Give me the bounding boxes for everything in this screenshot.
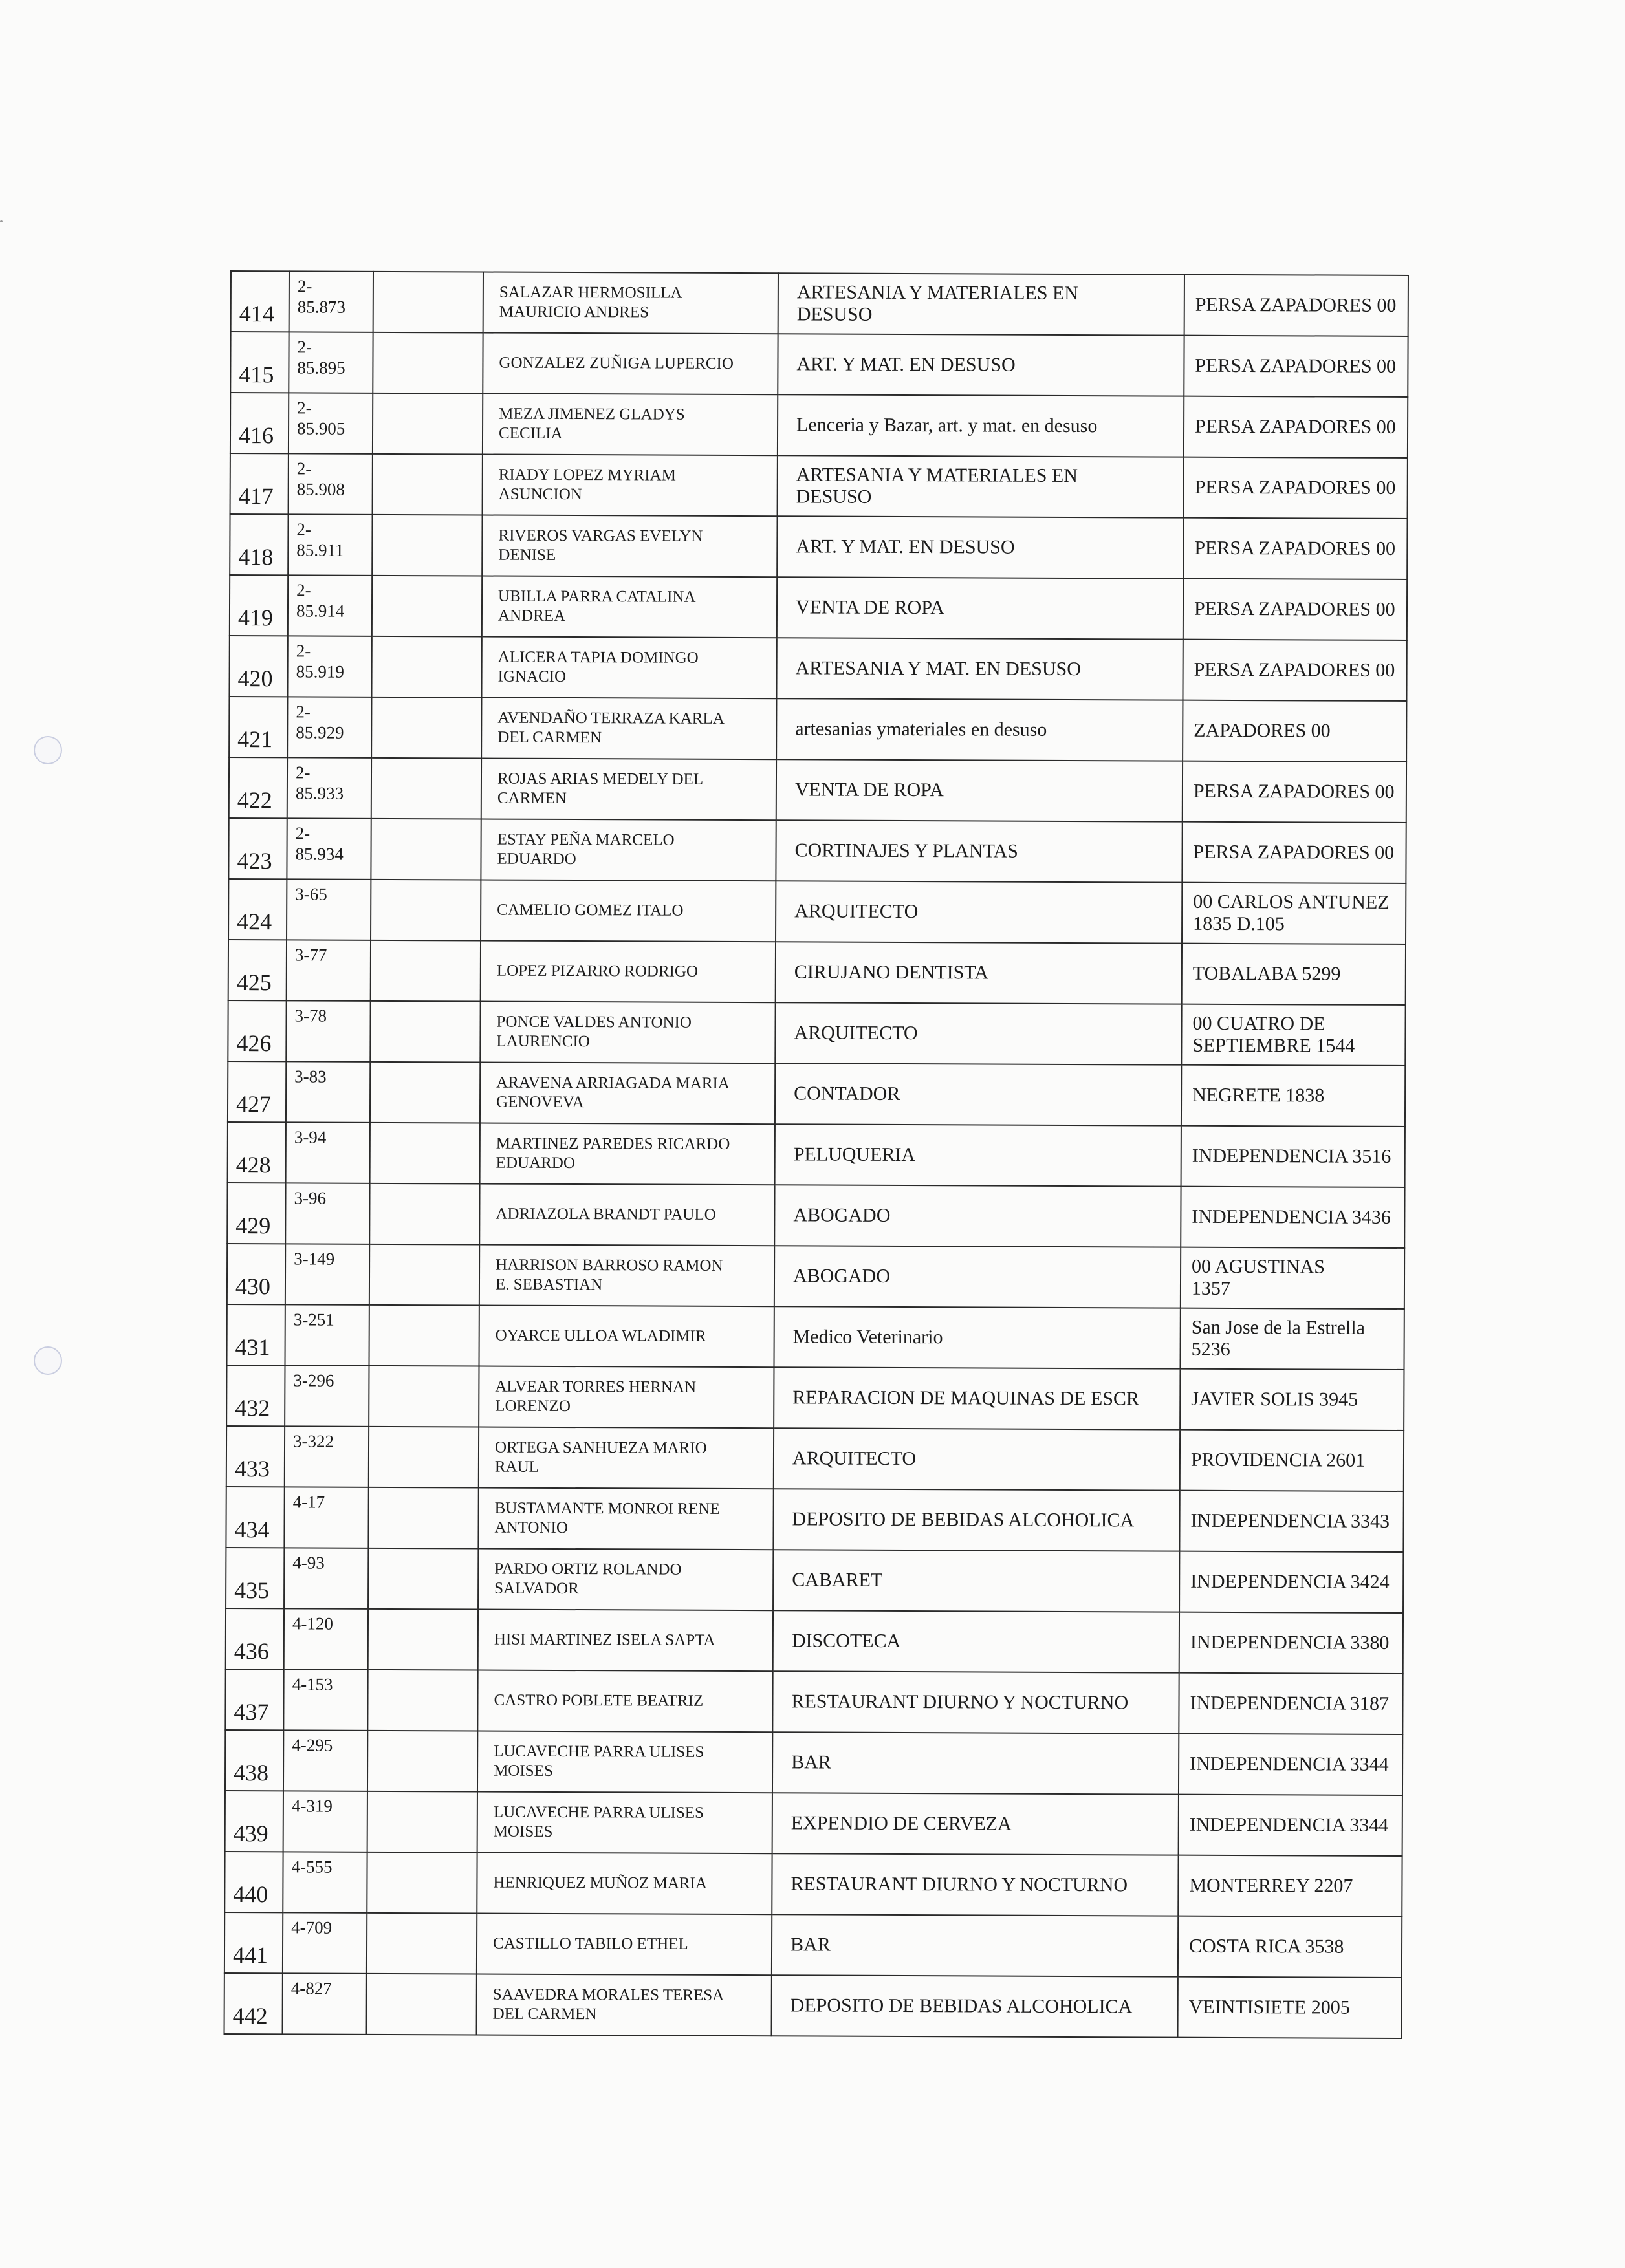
blank-cell: [371, 940, 481, 1002]
row-number: 440: [224, 1852, 283, 1912]
license-code: 2- 85.934: [287, 818, 371, 879]
blank-cell: [370, 1123, 480, 1184]
business-activity: ARTESANIA Y MATERIALES EN DESUSO: [778, 455, 1184, 517]
holder-name: ADRIAZOLA BRANDT PAULO: [479, 1183, 774, 1246]
business-activity: CONTADOR: [775, 1063, 1181, 1125]
license-code: 2- 85.933: [287, 757, 371, 818]
row-number: 426: [228, 1000, 286, 1061]
holder-name: ALVEAR TORRES HERNAN LORENZO: [479, 1366, 774, 1428]
holder-name: GONZALEZ ZUÑIGA LUPERCIO: [483, 333, 778, 395]
table-row: [225, 1791, 1402, 1856]
table-row: [226, 1487, 1403, 1552]
business-address: COSTA RICA 3538: [1178, 1916, 1402, 1978]
row-number: 428: [228, 1122, 286, 1183]
blank-cell: [368, 1548, 478, 1610]
blank-cell: [367, 1791, 477, 1853]
blank-cell: [367, 1974, 477, 2035]
table-row: [224, 1852, 1402, 1917]
business-activity: ABOGADO: [774, 1246, 1181, 1308]
business-activity: ARQUITECTO: [775, 1002, 1181, 1064]
business-address: 00 CARLOS ANTUNEZ 1835 D.105: [1182, 883, 1406, 944]
row-number: 419: [230, 575, 288, 636]
row-number: 430: [227, 1244, 285, 1304]
license-code: 3-77: [287, 940, 371, 1000]
business-address: PERSA ZAPADORES 00: [1184, 457, 1408, 519]
business-activity: RESTAURANT DIURNO Y NOCTURNO: [772, 1853, 1178, 1916]
business-address: PERSA ZAPADORES 00: [1184, 396, 1408, 458]
blank-cell: [368, 1609, 478, 1670]
holder-name: HENRIQUEZ MUÑOZ MARIA: [477, 1852, 772, 1914]
blank-cell: [367, 1913, 477, 1974]
holder-name: UBILLA PARRA CATALINA ANDREA: [482, 576, 777, 638]
holder-name: MARTINEZ PAREDES RICARDO EDUARDO: [480, 1123, 775, 1185]
blank-cell: [370, 1001, 480, 1063]
table-row: [229, 697, 1406, 762]
business-activity: ARTESANIA Y MAT. EN DESUSO: [776, 638, 1183, 700]
blank-cell: [371, 758, 481, 819]
business-activity: CIRUJANO DENTISTA: [776, 942, 1182, 1004]
table-row: [224, 1912, 1402, 1978]
blank-cell: [371, 636, 481, 698]
business-address: INDEPENDENCIA 3424: [1179, 1551, 1403, 1613]
table-row: [230, 453, 1408, 519]
blank-cell: [369, 1244, 479, 1306]
business-activity: Lenceria y Bazar, art. y mat. en desuso: [778, 394, 1184, 457]
holder-name: HARRISON BARROSO RAMON E. SEBASTIAN: [479, 1244, 774, 1306]
business-activity: ARQUITECTO: [776, 881, 1182, 943]
license-code: 3-96: [285, 1183, 369, 1244]
row-number: 436: [226, 1608, 284, 1669]
license-code: 3-94: [286, 1122, 370, 1183]
row-number: 420: [229, 636, 287, 697]
table-row: [225, 1730, 1402, 1795]
table-row: [225, 1669, 1402, 1734]
business-address: INDEPENDENCIA 3344: [1179, 1795, 1402, 1856]
blank-cell: [367, 1731, 477, 1792]
license-code: 3-78: [286, 1000, 370, 1061]
table-row: [228, 1000, 1405, 1066]
row-number: 432: [226, 1365, 285, 1426]
holder-name: LUCAVECHE PARRA ULISES MOISES: [477, 1791, 772, 1853]
blank-cell: [369, 1427, 479, 1488]
business-activity: VENTA DE ROPA: [777, 577, 1183, 639]
business-address: 00 AGUSTINAS 1357: [1181, 1247, 1404, 1309]
license-code: 2- 85.905: [289, 393, 373, 453]
blank-cell: [367, 1852, 477, 1914]
license-code: 4-17: [284, 1487, 368, 1548]
row-number: 438: [225, 1730, 283, 1791]
business-address: PERSA ZAPADORES 00: [1183, 518, 1407, 579]
blank-cell: [369, 1366, 479, 1427]
row-number: 429: [227, 1183, 285, 1244]
license-code: 3-322: [285, 1426, 369, 1487]
business-address: MONTERREY 2207: [1178, 1855, 1402, 1917]
table-row: [228, 1122, 1405, 1187]
business-address: PERSA ZAPADORES 00: [1183, 579, 1407, 640]
business-address: INDEPENDENCIA 3516: [1181, 1126, 1405, 1187]
business-activity: DEPOSITO DE BEBIDAS ALCOHOLICA: [772, 1975, 1178, 2037]
business-activity: BAR: [772, 1914, 1178, 1976]
blank-cell: [369, 1305, 479, 1366]
business-address: INDEPENDENCIA 3344: [1179, 1734, 1402, 1795]
business-activity: ART. Y MAT. EN DESUSO: [778, 334, 1184, 396]
business-activity: VENTA DE ROPA: [776, 759, 1183, 821]
table-row: [228, 940, 1406, 1005]
holder-name: CAMELIO GOMEZ ITALO: [481, 880, 776, 942]
holder-name: CASTRO POBLETE BEATRIZ: [477, 1670, 772, 1732]
table-row: [227, 1244, 1404, 1309]
table-row: [231, 271, 1408, 336]
business-activity: CORTINAJES Y PLANTAS: [776, 820, 1182, 882]
holder-name: ORTEGA SANHUEZA MARIO RAUL: [479, 1427, 774, 1489]
business-activity: artesanias ymateriales en desuso: [776, 698, 1183, 761]
holder-name: SAAVEDRA MORALES TERESA DEL CARMEN: [477, 1974, 772, 2036]
business-address: VEINTISIETE 2005: [1178, 1977, 1402, 2038]
row-number: 416: [230, 393, 289, 453]
license-code: 2- 85.908: [289, 453, 373, 514]
holder-name: CASTILLO TABILO ETHEL: [477, 1913, 772, 1975]
license-code: 3-65: [287, 879, 371, 940]
business-activity: ABOGADO: [774, 1185, 1181, 1247]
holder-name: RIADY LOPEZ MYRIAM ASUNCION: [483, 454, 778, 516]
business-activity: RESTAURANT DIURNO Y NOCTURNO: [772, 1671, 1179, 1733]
business-activity: DISCOTECA: [773, 1610, 1179, 1672]
row-number: 431: [226, 1304, 285, 1365]
business-activity: Medico Veterinario: [774, 1306, 1180, 1368]
business-address: JAVIER SOLIS 3945: [1180, 1369, 1404, 1431]
business-activity: CABARET: [773, 1550, 1179, 1612]
license-code: 3-83: [286, 1061, 370, 1122]
license-code: 3-251: [285, 1304, 369, 1365]
business-address: PERSA ZAPADORES 00: [1184, 275, 1408, 336]
blank-cell: [371, 697, 481, 759]
blank-cell: [369, 1183, 479, 1245]
table-row: [230, 332, 1408, 397]
blank-cell: [373, 332, 483, 394]
row-number: 425: [228, 940, 287, 1000]
table-row: [230, 575, 1407, 640]
license-code: 2- 85.911: [288, 514, 372, 575]
table-row: [230, 393, 1408, 458]
license-code: 4-295: [283, 1730, 367, 1791]
business-activity: REPARACION DE MAQUINAS DE ESCR: [774, 1367, 1180, 1429]
license-code: 2- 85.919: [287, 636, 371, 697]
business-address: INDEPENDENCIA 3187: [1179, 1673, 1402, 1734]
business-activity: DEPOSITO DE BEBIDAS ALCOHOLICA: [773, 1489, 1179, 1551]
license-code: 4-709: [283, 1912, 367, 1973]
business-address: San Jose de la Estrella 5236: [1180, 1308, 1404, 1370]
business-address: ZAPADORES 00: [1183, 700, 1406, 762]
business-address: PERSA ZAPADORES 00: [1183, 761, 1406, 823]
row-number: 435: [226, 1548, 284, 1608]
row-number: 415: [230, 332, 289, 393]
table-row: [228, 879, 1406, 944]
row-number: 417: [230, 453, 289, 514]
table-row: [229, 757, 1406, 823]
holder-name: AVENDAÑO TERRAZA KARLA DEL CARMEN: [481, 697, 776, 759]
license-code: 2- 85.929: [287, 697, 371, 757]
license-code: 3-149: [285, 1244, 369, 1304]
table-row: [226, 1365, 1404, 1431]
license-code: 4-120: [284, 1608, 368, 1669]
table-row: [228, 818, 1406, 883]
holder-name: LUCAVECHE PARRA ULISES MOISES: [477, 1731, 772, 1793]
row-number: 434: [226, 1487, 284, 1548]
business-address: PERSA ZAPADORES 00: [1182, 822, 1406, 883]
license-code: 4-93: [284, 1548, 368, 1608]
holder-name: RIVEROS VARGAS EVELYN DENISE: [482, 515, 777, 577]
business-activity: BAR: [772, 1732, 1179, 1794]
business-address: PROVIDENCIA 2601: [1180, 1430, 1404, 1491]
business-activity: EXPENDIO DE CERVEZA: [772, 1793, 1179, 1855]
table-row: [224, 1973, 1402, 2038]
holder-name: ALICERA TAPIA DOMINGO IGNACIO: [481, 636, 776, 698]
holder-name: ESTAY PEÑA MARCELO EDUARDO: [481, 819, 776, 881]
holder-name: ARAVENA ARRIAGADA MARIA GENOVEVA: [480, 1062, 775, 1124]
license-code: 3-296: [285, 1365, 369, 1426]
license-code: 4-153: [283, 1669, 367, 1730]
blank-cell: [371, 819, 481, 880]
blank-cell: [373, 272, 483, 333]
license-code: 4-555: [283, 1852, 367, 1912]
records-table-body: [224, 271, 1408, 2038]
holder-name: OYARCE ULLOA WLADIMIR: [479, 1305, 774, 1367]
holder-name: SALAZAR HERMOSILLA MAURICIO ANDRES: [483, 272, 778, 334]
row-number: 418: [230, 514, 288, 575]
business-address: 00 CUATRO DE SEPTIEMBRE 1544: [1181, 1004, 1405, 1066]
table-row: [228, 1061, 1405, 1127]
blank-cell: [371, 880, 481, 941]
row-number: 433: [226, 1426, 285, 1487]
license-code: 2- 85.914: [288, 575, 372, 636]
blank-cell: [370, 1062, 480, 1123]
row-number: 427: [228, 1061, 286, 1122]
scan-speck: [0, 220, 3, 222]
business-activity: ARQUITECTO: [774, 1428, 1180, 1490]
table-row: [226, 1608, 1403, 1674]
punch-hole-mark: [34, 1346, 62, 1375]
row-number: 441: [224, 1912, 283, 1973]
table-row: [226, 1548, 1403, 1613]
blank-cell: [368, 1487, 478, 1549]
row-number: 414: [231, 271, 289, 332]
table-row: [227, 1183, 1404, 1248]
license-code: 4-319: [283, 1791, 367, 1852]
row-number: 423: [228, 818, 287, 879]
holder-name: MEZA JIMENEZ GLADYS CECILIA: [483, 393, 778, 455]
business-address: PERSA ZAPADORES 00: [1183, 640, 1406, 701]
license-code: 2- 85.895: [289, 332, 373, 393]
row-number: 437: [225, 1669, 283, 1730]
holder-name: LOPEZ PIZARRO RODRIGO: [481, 940, 776, 1002]
holder-name: BUSTAMANTE MONROI RENE ANTONIO: [478, 1487, 773, 1550]
table-row: [226, 1426, 1404, 1491]
business-address: PERSA ZAPADORES 00: [1184, 336, 1408, 397]
business-activity: PELUQUERIA: [775, 1124, 1181, 1186]
row-number: 424: [228, 879, 287, 940]
holder-name: PARDO ORTIZ ROLANDO SALVADOR: [478, 1548, 773, 1610]
business-address: NEGRETE 1838: [1181, 1065, 1405, 1127]
business-address: INDEPENDENCIA 3343: [1179, 1491, 1403, 1552]
holder-name: HISI MARTINEZ ISELA SAPTA: [478, 1609, 773, 1671]
business-address: INDEPENDENCIA 3436: [1181, 1187, 1404, 1248]
table-row: [229, 636, 1406, 701]
row-number: 442: [224, 1973, 283, 2034]
records-table: [224, 270, 1409, 2039]
license-code: 2- 85.873: [289, 271, 373, 332]
holder-name: ROJAS ARIAS MEDELY DEL CARMEN: [481, 758, 776, 820]
blank-cell: [372, 576, 482, 637]
business-activity: ARTESANIA Y MATERIALES EN DESUSO: [778, 273, 1184, 335]
punch-hole-mark: [34, 736, 62, 764]
row-number: 439: [225, 1791, 283, 1852]
blank-cell: [367, 1670, 477, 1731]
table-row: [230, 514, 1407, 579]
business-address: INDEPENDENCIA 3380: [1179, 1612, 1403, 1674]
table-row: [226, 1304, 1404, 1370]
blank-cell: [373, 454, 483, 515]
blank-cell: [373, 393, 483, 455]
row-number: 422: [229, 757, 287, 818]
holder-name: PONCE VALDES ANTONIO LAURENCIO: [480, 1001, 775, 1063]
business-activity: ART. Y MAT. EN DESUSO: [777, 516, 1183, 578]
license-code: 4-827: [283, 1973, 367, 2034]
row-number: 421: [229, 697, 287, 757]
business-address: TOBALABA 5299: [1182, 944, 1406, 1005]
blank-cell: [372, 515, 482, 576]
